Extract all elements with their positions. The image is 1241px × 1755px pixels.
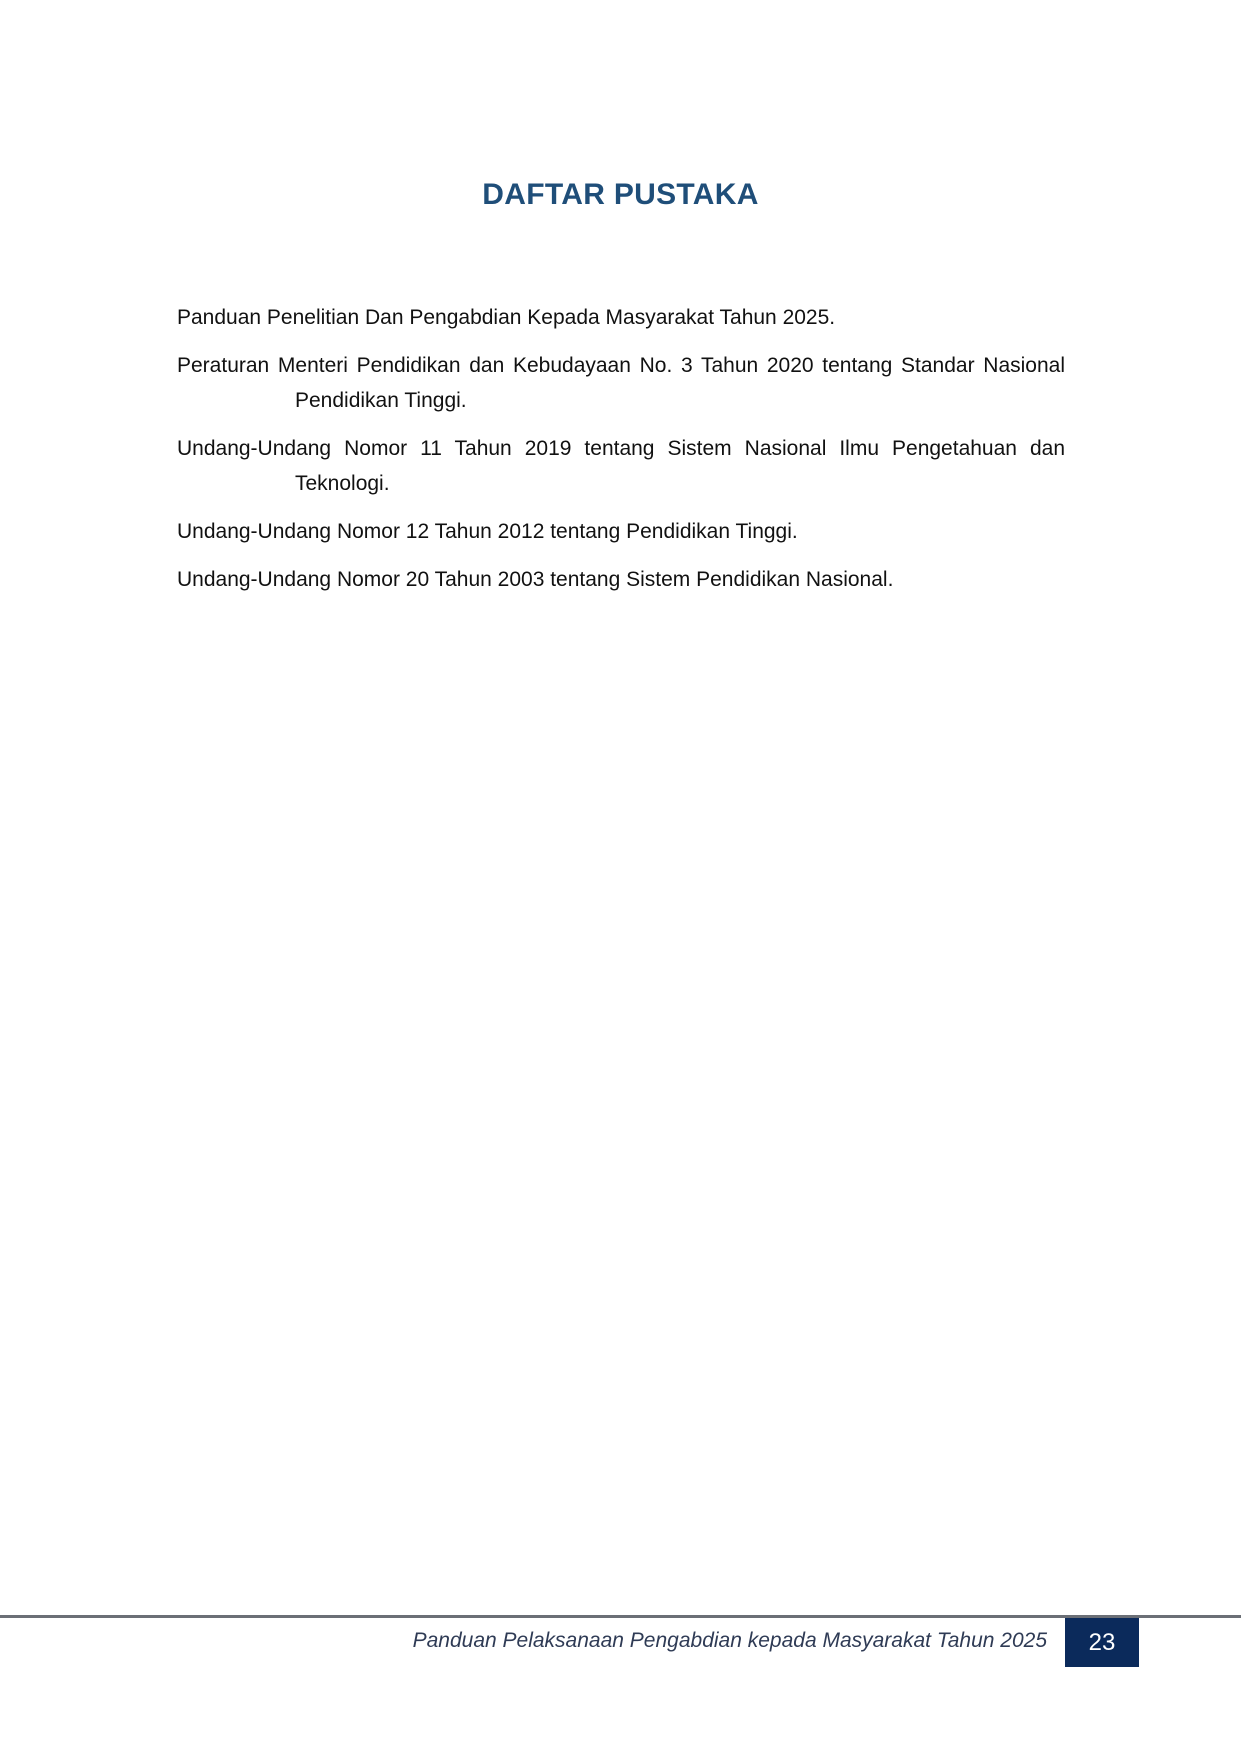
reference-item: Panduan Penelitian Dan Pengabdian Kepada Masyarakat Tahun 2025. (177, 306, 836, 329)
page-number: 23 (1065, 1618, 1139, 1667)
reference-item: Undang-Undang Nomor 20 Tahun 2003 tentang Sistem Pendidikan Nasional. (177, 568, 894, 591)
reference-item: Undang-Undang Nomor 12 Tahun 2012 tentang Pendidikan Tinggi. (177, 520, 798, 543)
footer-divider (0, 1615, 1241, 1618)
page-heading: DAFTAR PUSTAKA (482, 178, 759, 211)
reference-list (177, 300, 1065, 610)
reference-item: Peraturan Menteri Pendidikan dan Kebudayaan No. 3 Tahun 2020 tentang Standar Nasional Pendidikan Tinggi. (177, 354, 1065, 412)
footer-title: Panduan Pelaksanaan Pengabdian kepada Masyarakat Tahun 2025 (412, 1629, 1047, 1652)
reference-item: Undang-Undang Nomor 11 Tahun 2019 tentang Sistem Nasional Ilmu Pengetahuan dan Teknologi. (177, 437, 1065, 495)
